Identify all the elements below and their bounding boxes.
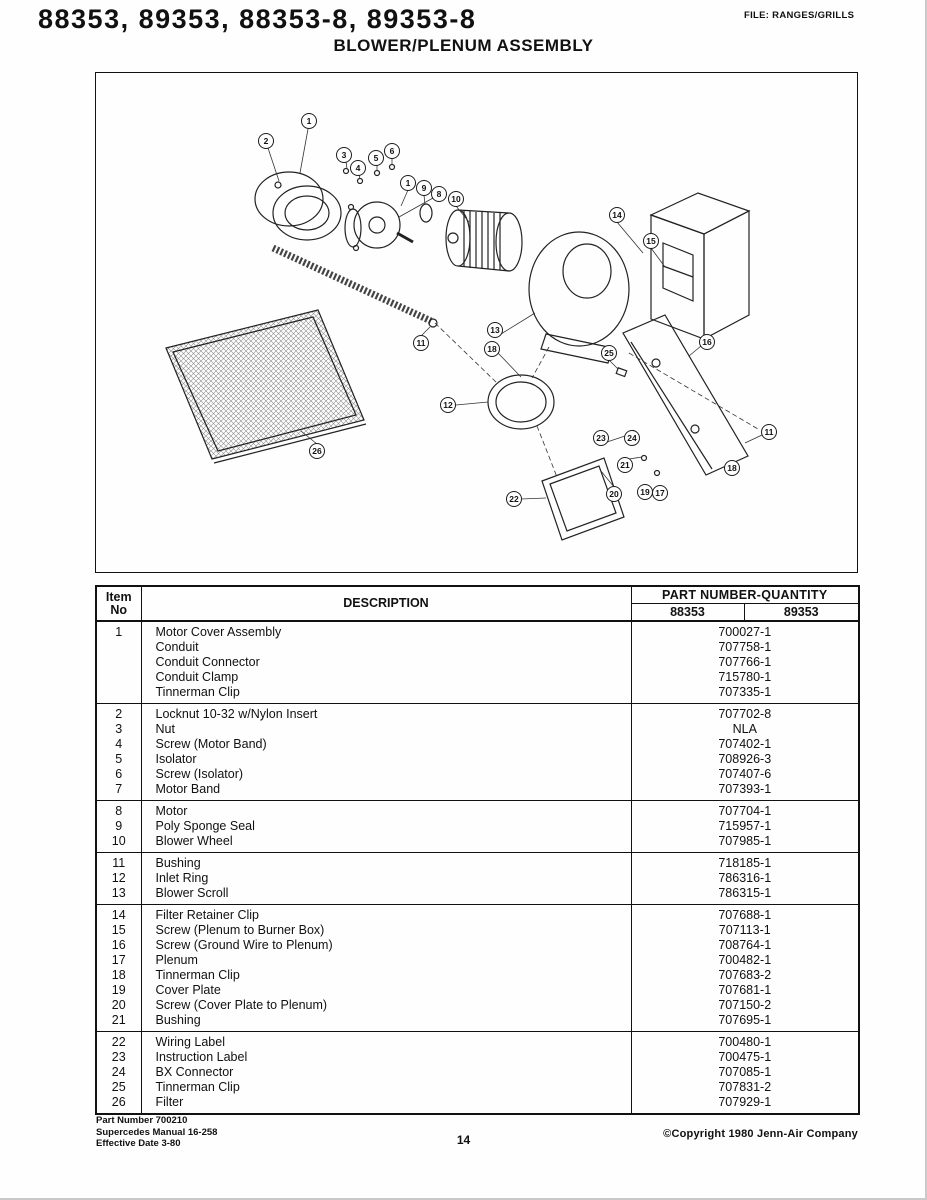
part-cell: 707702-8 [631,704,859,723]
part-cell: 786316-1 [718,871,772,885]
desc-cell: Motor [141,801,631,820]
table-row [96,1065,859,1080]
table-row [96,1050,859,1065]
item-no-header [96,586,141,621]
desc-cell: Cover Plate [141,983,631,998]
item-cell: 6 [96,767,141,782]
diagram-callout: 18 [724,460,740,476]
desc-cell: BX Connector [141,1065,631,1080]
part-cell: 708764-1 [718,938,772,952]
file-reference: FILE: RANGES/GRILLS [744,10,855,21]
diagram-callout: 11 [413,335,429,351]
diagram-callout: 25 [601,345,617,361]
diagram-callout: 3 [336,147,352,163]
item-cell: 3 [96,722,141,737]
desc-cell: Screw (Plenum to Burner Box) [141,923,631,938]
table-row [96,737,859,752]
table-row [96,801,859,820]
part-cell: 707766-1 [718,655,772,669]
table-row [96,1013,859,1032]
part-cell: 700475-1 [718,1050,772,1064]
diagram-callout: 6 [384,143,400,159]
part-cell: 715780-1 [718,670,772,684]
copyright-notice: ©Copyright 1980 Jenn-Air Company [663,1128,858,1140]
desc-cell: Filter [141,1095,631,1114]
part-cell: 707335-1 [718,685,772,699]
table-row [96,752,859,767]
part-cell: 707402-1 [718,737,772,751]
part-cell: 708926-3 [718,752,772,766]
part-cell: 707407-6 [718,767,772,781]
item-cell: 1 [96,621,141,640]
item-cell [96,640,141,655]
footer-part-number: Part Number 700210 [96,1115,188,1126]
item-cell: 2 [96,704,141,723]
table-row [96,998,859,1013]
part-cell: 715957-1 [718,819,772,833]
item-no-header-line2: No [110,602,128,617]
item-cell: 20 [96,998,141,1013]
desc-cell: Motor Cover Assembly [141,621,631,640]
table-row [96,782,859,801]
footer-effective-date: Effective Date 3-80 [96,1138,181,1149]
part-cell: 707985-1 [718,834,772,848]
table-row [96,1080,859,1095]
table-row [96,853,859,872]
part-cell: 707085-1 [718,1065,772,1079]
parts-table [95,585,860,1115]
item-cell: 26 [96,1095,141,1114]
item-cell: 16 [96,938,141,953]
item-cell: 18 [96,968,141,983]
item-cell: 22 [96,1032,141,1051]
desc-cell: Bushing [141,1013,631,1032]
diagram-callout: 8 [431,186,447,202]
item-cell: 23 [96,1050,141,1065]
diagram-callout: 2 [258,133,274,149]
diagram-callout: 15 [643,233,659,249]
diagram-callout: 16 [699,334,715,350]
table-row [96,886,859,905]
table-row [96,704,859,723]
item-cell [96,655,141,670]
item-cell: 9 [96,819,141,834]
table-row [96,938,859,953]
diagram-callout: 11 [761,424,777,440]
model-89353-header: 89353 [744,604,859,622]
part-cell: 700482-1 [718,953,772,967]
desc-cell: Motor Band [141,782,631,801]
desc-cell: Conduit Connector [141,655,631,670]
diagram-callout: 19 [637,484,653,500]
diagram-callout: 9 [416,180,432,196]
diagram-callout: 4 [350,160,366,176]
desc-cell: Screw (Isolator) [141,767,631,782]
part-cell: 707688-1 [631,905,859,924]
model-88353-header: 88353 [631,604,744,622]
item-cell: 19 [96,983,141,998]
desc-cell: Poly Sponge Seal [141,819,631,834]
desc-cell: Blower Wheel [141,834,631,853]
part-cell: 707704-1 [631,801,859,820]
diagram-callout: 5 [368,150,384,166]
part-cell: 707758-1 [718,640,772,654]
part-cell: 707929-1 [718,1095,772,1109]
table-row [96,722,859,737]
desc-cell: Instruction Label [141,1050,631,1065]
desc-cell: Wiring Label [141,1032,631,1051]
item-cell: 12 [96,871,141,886]
description-header: DESCRIPTION [141,586,631,621]
item-cell: 24 [96,1065,141,1080]
part-cell: 700027-1 [631,621,859,640]
table-row [96,923,859,938]
item-cell: 7 [96,782,141,801]
item-cell: 10 [96,834,141,853]
desc-cell: Blower Scroll [141,886,631,905]
table-row [96,871,859,886]
diagram-callout: 18 [484,341,500,357]
exploded-diagram [95,72,858,573]
part-cell: 707113-1 [718,923,771,937]
desc-cell: Screw (Cover Plate to Plenum) [141,998,631,1013]
table-row [96,905,859,924]
page-title: 88353, 89353, 88353-8, 89353-8 [38,4,477,34]
table-row [96,983,859,998]
diagram-callout: 17 [652,485,668,501]
table-row [96,953,859,968]
desc-cell: Bushing [141,853,631,872]
desc-cell: Screw (Motor Band) [141,737,631,752]
item-cell: 17 [96,953,141,968]
table-row [96,968,859,983]
item-cell: 25 [96,1080,141,1095]
item-no-header-line1: Item [105,589,132,604]
part-cell: 786315-1 [718,886,772,900]
part-cell: NLA [732,722,757,736]
diagram-callout: 22 [506,491,522,507]
desc-cell: Nut [141,722,631,737]
part-cell: 707831-2 [718,1080,772,1094]
item-cell: 4 [96,737,141,752]
desc-cell: Conduit [141,640,631,655]
part-cell: 707150-2 [718,998,772,1012]
part-cell: 707393-1 [718,782,772,796]
desc-cell: Isolator [141,752,631,767]
parts-table-body [96,621,859,1114]
diagram-callout: 20 [606,486,622,502]
table-row [96,1032,859,1051]
desc-cell: Locknut 10-32 w/Nylon Insert [141,704,631,723]
table-row [96,834,859,853]
desc-cell: Tinnerman Clip [141,685,631,704]
part-cell: 707683-2 [718,968,772,982]
diagram-callout: 13 [487,322,503,338]
diagram-callout: 24 [624,430,640,446]
desc-cell: Inlet Ring [141,871,631,886]
assembly-subtitle: BLOWER/PLENUM ASSEMBLY [333,36,594,55]
desc-cell: Screw (Ground Wire to Plenum) [141,938,631,953]
desc-cell: Conduit Clamp [141,670,631,685]
diagram-callout: 26 [309,443,325,459]
diagram-callout: 10 [448,191,464,207]
part-cell: 700480-1 [631,1032,859,1051]
diagram-callout: 14 [609,207,625,223]
item-cell: 21 [96,1013,141,1032]
diagram-callout: 1 [400,175,416,191]
part-number-quantity-header: PART NUMBER-QUANTITY [631,586,859,604]
table-row [96,1095,859,1114]
exploded-diagram-drawing [96,73,856,571]
table-row [96,655,859,670]
table-row [96,819,859,834]
item-cell: 8 [96,801,141,820]
desc-cell: Tinnerman Clip [141,1080,631,1095]
footer-supercedes: Supercedes Manual 16-258 [96,1126,218,1138]
item-cell: 11 [96,853,141,872]
item-cell [96,670,141,685]
table-row [96,685,859,704]
desc-cell: Filter Retainer Clip [141,905,631,924]
part-cell: 707695-1 [718,1013,772,1027]
table-row [96,767,859,782]
diagram-callout: 21 [617,457,633,473]
table-row [96,640,859,655]
diagram-callout: 12 [440,397,456,413]
item-cell: 14 [96,905,141,924]
diagram-callout: 23 [593,430,609,446]
desc-cell: Plenum [141,953,631,968]
desc-cell: Tinnerman Clip [141,968,631,983]
table-row [96,670,859,685]
table-row [96,621,859,640]
item-cell: 5 [96,752,141,767]
page-number: 14 [456,1133,471,1147]
item-cell: 13 [96,886,141,905]
part-cell: 707681-1 [718,983,772,997]
item-cell: 15 [96,923,141,938]
item-cell [96,685,141,704]
diagram-callout: 1 [301,113,317,129]
part-cell: 718185-1 [631,853,859,872]
